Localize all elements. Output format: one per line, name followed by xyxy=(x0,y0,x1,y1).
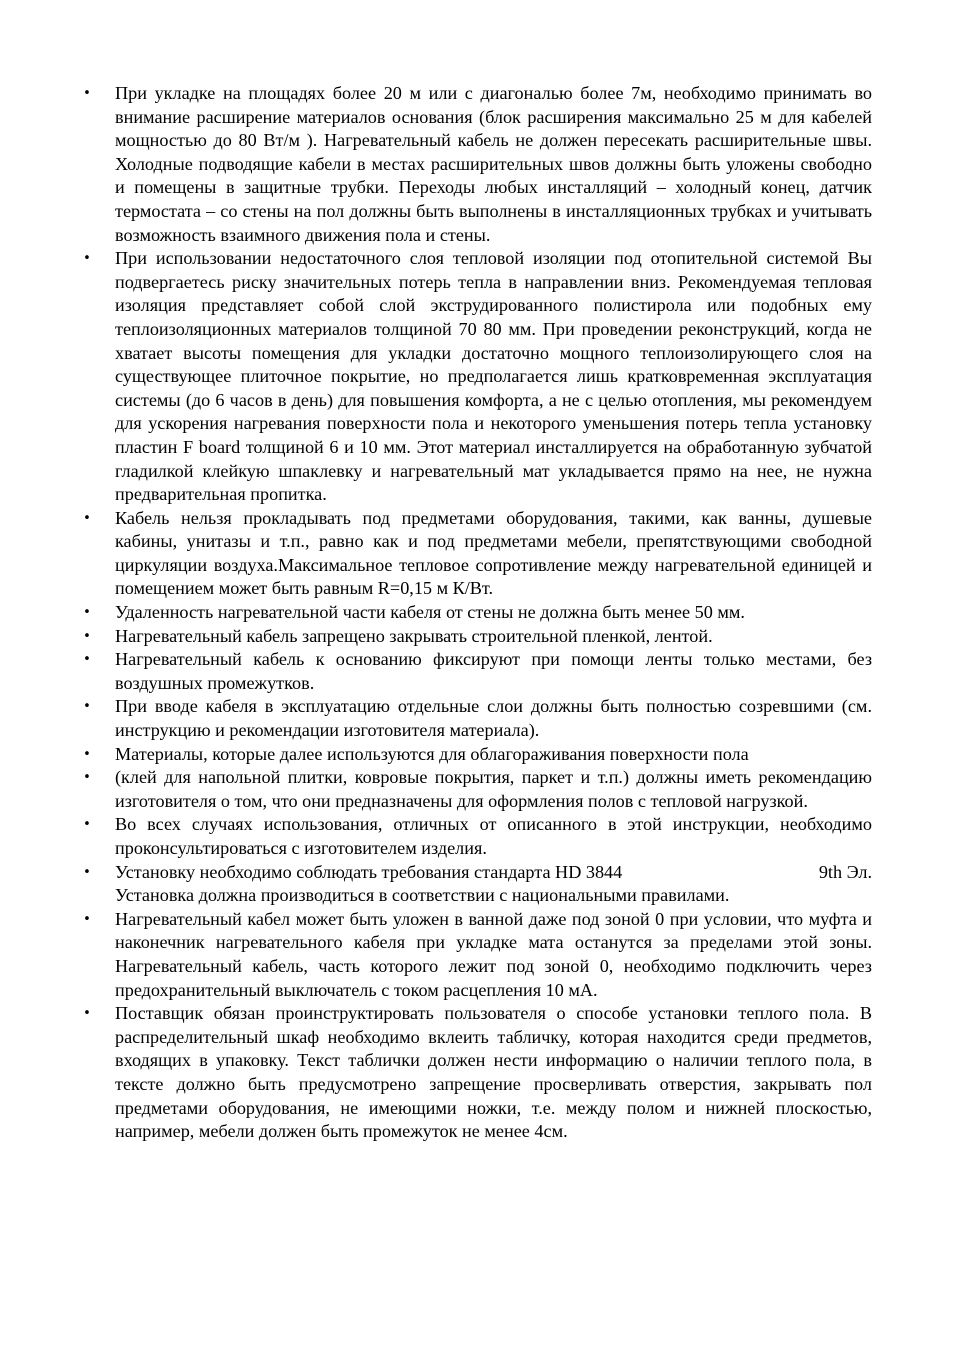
list-item xyxy=(76,695,872,742)
bullet-icon: • xyxy=(83,510,91,526)
list-item-text: При использовании недостаточного слоя тепловой изоляции под отопительной системой Вы подвергаетесь риску значительных потерь тепла в направлении вниз. Рекомендуемая тепловая изоляция представляет собой слой экструдированного полистирола или подобных ему теплоизоляционных материалов толщиной 70 80 мм. При проведении реконструкций, когда не хватает высоты помещения для укладки достаточно мощного теплоизолирующего слоя на существующее плиточное покрытие, но предполагается лишь кратковременная эксплуатация системы (до 6 часов в день) для повышения комфорта, а не с целью отопления, мы рекомендуем для ускорения нагревания поверхности пола и некоторого уменьшения потерь тепла установку пластин F board толщиной 6 и 10 мм. Этот материал инсталлируется на обработанную зубчатой гладилкой клейкую шпаклевку и нагревательный мат укладывается прямо на нее, не нужна предварительная пропитка. xyxy=(115,248,872,505)
standard-suffix: 9th Эл. xyxy=(818,861,872,882)
list-item xyxy=(76,625,872,649)
list-item-text: Удаленность нагревательной части кабеля от стены не должна быть менее 50 мм. xyxy=(115,602,745,623)
list-item xyxy=(76,1002,872,1144)
list-item xyxy=(76,247,872,507)
list-item xyxy=(76,766,872,813)
bullet-icon: • xyxy=(83,628,91,644)
list-item xyxy=(76,507,872,601)
list-item xyxy=(76,601,872,625)
document-body xyxy=(76,82,872,1144)
list-item-text: Нагревательный кабель запрещено закрывать строительной пленкой, лентой. xyxy=(115,625,713,646)
bullet-icon: • xyxy=(83,699,91,715)
list-item-text: Кабель нельзя прокладывать под предметами оборудования, такими, как ванны, душевые кабины, унитазы и т.п., равно как и под предметами мебели, препятствующими свободной циркуляции воздуха.Максимальное тепловое сопротивление между нагревательной единицей и помещением может быть равным R=0,15 м К/Вт. xyxy=(115,507,872,599)
list-item-text: Материалы, которые далее используются для облагораживания поверхности пола xyxy=(115,743,749,764)
bullet-icon: • xyxy=(83,817,91,833)
bullet-icon: • xyxy=(83,1006,91,1022)
bullet-icon: • xyxy=(83,864,91,880)
standard-second-line: Установка должна производиться в соответствии с национальными правилами. xyxy=(115,885,730,906)
list-item-text: При укладке на площадях более 20 м или с диагональю более 7м, необходимо принимать во внимание расширение материалов основания (блок расширения максимально 25 м для кабелей мощностью до 80 Вт/м ). Нагревательный кабель не должен пересекать расширительные швы. Холодные подводящие кабели в местах расширительных швов должны быть уложены свободно и помещены в защитные трубки. Переходы любых инсталляций – холодный конец, датчик термостата – со стены на пол должны быть выполнены в инсталляционных трубках и учитывать возможность взаимного движения пола и стены. xyxy=(115,83,872,245)
bullet-icon: • xyxy=(83,911,91,927)
list-item xyxy=(76,743,872,767)
standard-text: Установку необходимо соблюдать требования стандарта HD 3844 xyxy=(115,861,623,882)
list-item-text: Нагревательный кабель к основанию фиксируют при помощи ленты только местами, без воздушных промежутков. xyxy=(115,649,872,693)
bullet-icon: • xyxy=(83,605,91,621)
bullet-icon: • xyxy=(83,746,91,762)
list-item-text: При вводе кабеля в эксплуатацию отдельные слои должны быть полностью созревшими (см. инструкцию и рекомендации изготовителя материала). xyxy=(115,696,872,741)
list-item xyxy=(76,82,872,247)
bullet-icon: • xyxy=(83,251,91,267)
bullet-icon: • xyxy=(83,652,91,668)
list-item xyxy=(76,908,872,1002)
list-item-text: (клей для напольной плитки, ковровые покрытия, паркет и т.п.) должны иметь рекомендацию изготовителя о том, что они предназначены для оформления полов с тепловой нагрузкой. xyxy=(115,767,872,811)
list-item-text: Во всех случаях использования, отличных от описанного в этой инструкции, необходимо проконсультироваться с изготовителем изделия. xyxy=(115,814,872,858)
list-item xyxy=(76,648,872,695)
bullet-list xyxy=(76,82,872,1144)
list-item-text: Поставщик обязан проинструктировать пользователя о способе установки теплого пола. В распределительный шкаф необходимо вклеить табличку, которая находится среди предметов, входящих в упаковку. Текст таблички должен нести информацию о наличии теплого пола, в тексте должно быть предусмотрено запрещение просверливать отверстия, закрывать пол предметами оборудования, не имеющими ножки, т.е. между полом и нижней плоскостью, например, мебели должен быть промежуток не менее 4см. xyxy=(115,1003,872,1142)
bullet-icon: • xyxy=(83,86,91,101)
list-item xyxy=(76,813,872,860)
list-item-standard xyxy=(76,861,872,908)
list-item-text: Нагревательный кабел может быть уложен в ванной даже под зоной 0 при условии, что муфта и наконечник нагревательного кабеля при укладке мата останутся за пределами этой зоны. Нагревательный кабель, часть которого лежит под зоной 0, необходимо подключить через предохранительный выключатель с током расцепления 10 мА. xyxy=(115,908,872,1000)
bullet-icon: • xyxy=(83,770,91,786)
standard-line xyxy=(115,861,872,885)
